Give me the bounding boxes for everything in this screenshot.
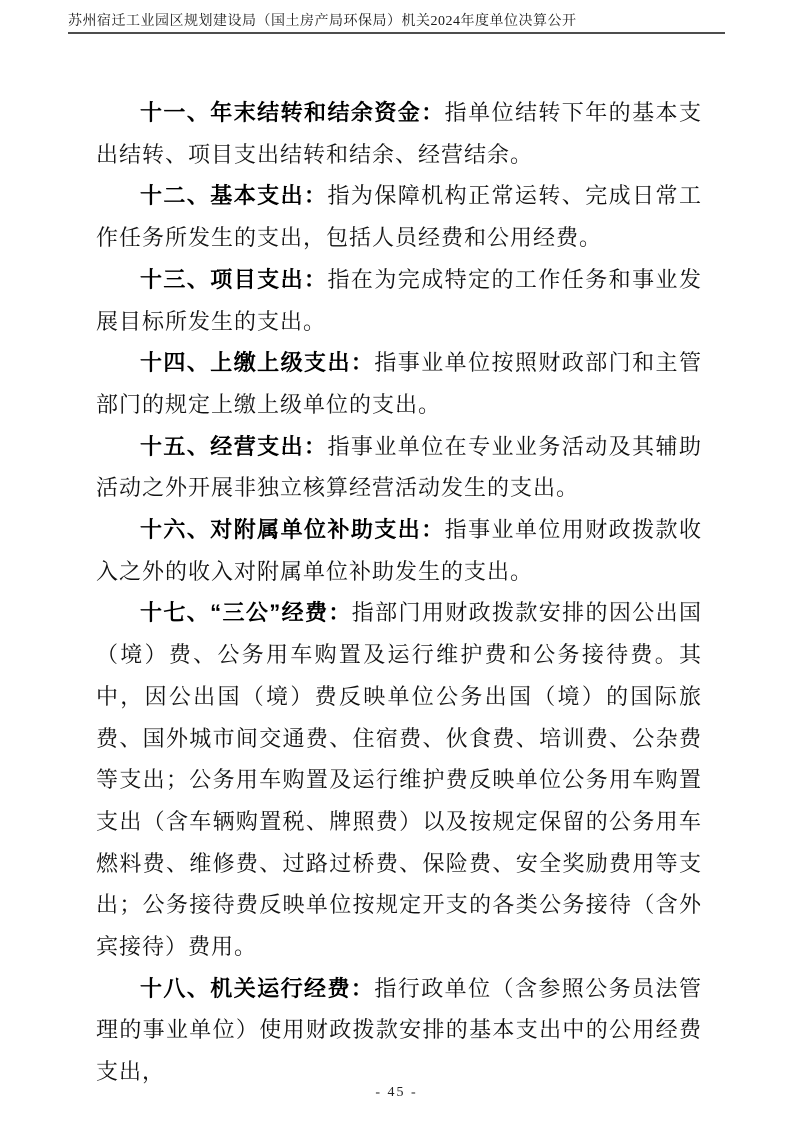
definition-paragraph — [96, 592, 702, 967]
term-label: 十二、基本支出： — [140, 183, 328, 209]
term-definition: 指事业单位按照财政部门和主管部门的规定上缴上级单位的支出。 — [96, 350, 702, 417]
page-number: - 45 - — [375, 1085, 418, 1100]
term-definition: 指在为完成特定的工作任务和事业发展目标所发生的支出。 — [96, 266, 702, 334]
term-label: 十四、上缴上级支出： — [140, 350, 375, 376]
term-label: 十六、对附属单位补助支出： — [140, 517, 445, 543]
term-label: 十七、“三公”经费： — [140, 600, 352, 626]
term-label: 十三、项目支出： — [140, 266, 328, 292]
term-label: 十五、经营支出： — [140, 433, 328, 459]
term-definition: 指单位结转下年的基本支出结转、项目支出结转和结余、经营结余。 — [96, 100, 702, 167]
term-label: 十八、机关运行经费： — [140, 975, 375, 1001]
definition-paragraph — [96, 968, 702, 1093]
definition-paragraph — [96, 342, 702, 425]
definition-paragraph — [96, 175, 702, 258]
definition-paragraph — [96, 509, 702, 592]
document-body — [96, 92, 702, 1093]
term-definition: 指为保障机构正常运转、完成日常工作任务所发生的支出，包括人员经费和公用经费。 — [96, 183, 702, 251]
definition-paragraph — [96, 92, 702, 175]
term-definition: 指行政单位（含参照公务员法管理的事业单位）使用财政拨款安排的基本支出中的公用经费支出， — [96, 975, 702, 1085]
page-header-title: 苏州宿迁工业园区规划建设局（国土房产局环保局）机关2024年度单位决算公开 — [68, 14, 725, 34]
definition-paragraph — [96, 426, 702, 509]
definition-paragraph — [96, 259, 702, 342]
term-label: 十一、年末结转和结余资金： — [140, 100, 445, 125]
term-definition: 指部门用财政拨款安排的因公出国（境）费、公务用车购置及运行维护费和公务接待费。其中，因公出国（境）费反映单位公务出国（境）的国际旅费、国外城市间交通费、住宿费、伙食费、培训费、公杂费等支出；公务用车购置及运行维护费反映单位公务用车购置支出（含车辆购置税、牌照费）以及按规定保留的公务用车燃料费、维修费、过路过桥费、保险费、安全奖励费用等支出；公务接待费反映单位按规定开支的各类公务接待（含外宾接待）费用。 — [96, 600, 702, 960]
term-definition: 指事业单位在专业业务活动及其辅助活动之外开展非独立核算经营活动发生的支出。 — [96, 433, 702, 501]
term-definition: 指事业单位用财政拨款收入之外的收入对附属单位补助发生的支出。 — [96, 517, 702, 584]
